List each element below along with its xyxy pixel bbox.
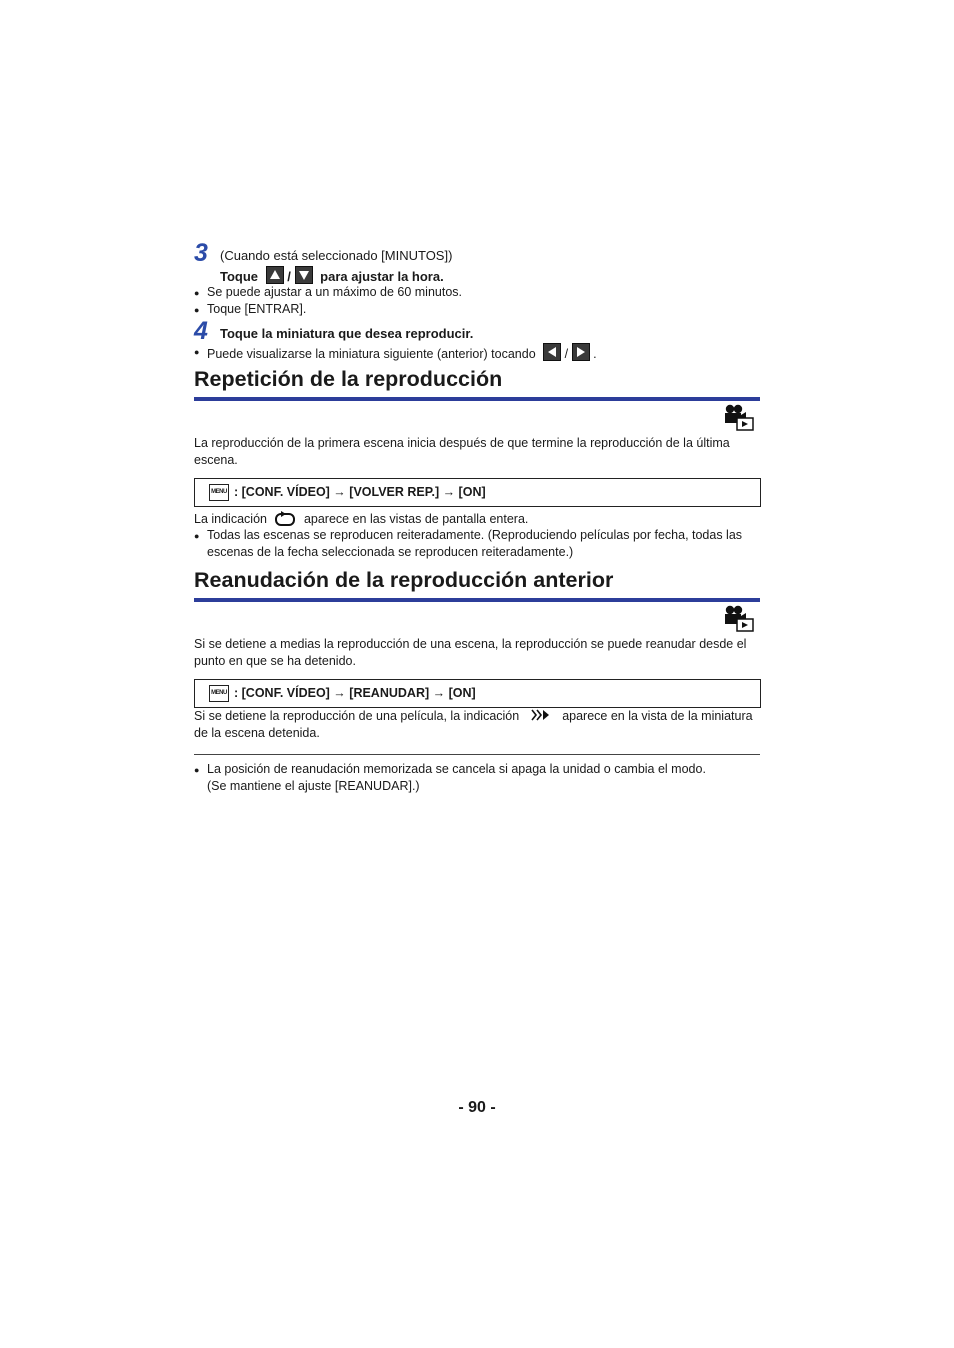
menu-icon: MENU [209, 484, 229, 501]
section1-bullet-line2: escenas de la fecha seleccionada se reproducen reiteradamente.) [207, 545, 574, 559]
step3-note: (Cuando está seleccionado [MINUTOS]) [220, 248, 453, 263]
section1-heading-rule [194, 397, 760, 401]
up-arrow-button-icon [266, 266, 284, 284]
section1-body-line2: escena. [194, 453, 238, 467]
step4-bullet-sep: / [564, 347, 569, 361]
step-number-3: 3 [194, 239, 208, 267]
section2-note-line2: (Se mantiene el ajuste [REANUDAR].) [207, 779, 420, 793]
step3-instruction-pre: Toque [220, 269, 259, 284]
step4-bullet-pre: Puede visualizarse la miniatura siguiente (anterior) tocando [207, 347, 536, 361]
section2-note [207, 761, 760, 795]
section1-bullet-line1: ● Todas las escenas se reproducen reiteradamente. (Reproduciendo películas por fecha, todas las [207, 528, 743, 542]
section1-body [194, 435, 760, 469]
section1-menu-path: : [CONF. VÍDEO] → [VOLVER REP.] → [ON] [234, 485, 486, 499]
section2-after [194, 708, 760, 742]
step4-bullet-post: . [593, 347, 597, 361]
video-playback-icon [722, 605, 756, 638]
section2-menu-path-box [194, 679, 761, 708]
repeat-icon [273, 511, 297, 527]
right-arrow-button-icon [572, 343, 590, 361]
section1-body-line1: La reproducción de la primera escena inicia después de que termine la reproducción de la última [194, 436, 730, 450]
step-number-4: 4 [194, 317, 208, 345]
video-playback-icon [722, 404, 756, 437]
down-arrow-button-icon [295, 266, 313, 284]
section1-indication-pre: La indicación [194, 512, 267, 526]
step3-instruction-sep: / [287, 269, 291, 284]
section2-menu-path: : [CONF. VÍDEO] → [REANUDAR] → [ON] [234, 686, 476, 700]
section1-bullet [207, 527, 760, 561]
step3-bullet-2: ● Toque [ENTRAR]. [207, 301, 306, 318]
step4-bullet [207, 343, 597, 363]
section2-heading-rule [194, 598, 760, 602]
section1-heading: Repetición de la reproducción [194, 367, 503, 391]
section2-body-line2: punto en que se ha detenido. [194, 654, 356, 668]
menu-icon: MENU [209, 685, 229, 702]
section2-after-post: aparece en la vista de la miniatura [562, 709, 753, 723]
section2-after-line2: de la escena detenida. [194, 726, 320, 740]
section2-after-line1 [194, 708, 760, 725]
section1-indication-post: aparece en las vistas de pantalla entera. [303, 512, 529, 526]
left-arrow-button-icon [543, 343, 561, 361]
section2-body-line1: Si se detiene a medias la reproducción de una escena, la reproducción se puede reanudar desde el [194, 637, 747, 651]
section1-menu-path-box [194, 478, 761, 507]
section2-after-pre: Si se detiene la reproducción de una película, la indicación [194, 709, 520, 723]
section2-note-line1: ● La posición de reanudación memorizada se cancela si apaga la unidad o cambia el modo. [207, 762, 706, 776]
note-divider [194, 754, 760, 755]
section2-heading: Reanudación de la reproducción anterior [194, 568, 614, 592]
resume-icon [531, 708, 551, 722]
step3-instruction [220, 266, 444, 285]
step3-instruction-post: para ajustar la hora. [320, 269, 444, 284]
section1-indication [194, 511, 528, 528]
page-number: - 90 - [458, 1099, 496, 1116]
section2-body [194, 636, 760, 670]
step4-instruction: Toque la miniatura que desea reproducir. [220, 326, 474, 341]
step3-bullet-1: ● Se puede ajustar a un máximo de 60 minutos. [207, 284, 462, 301]
